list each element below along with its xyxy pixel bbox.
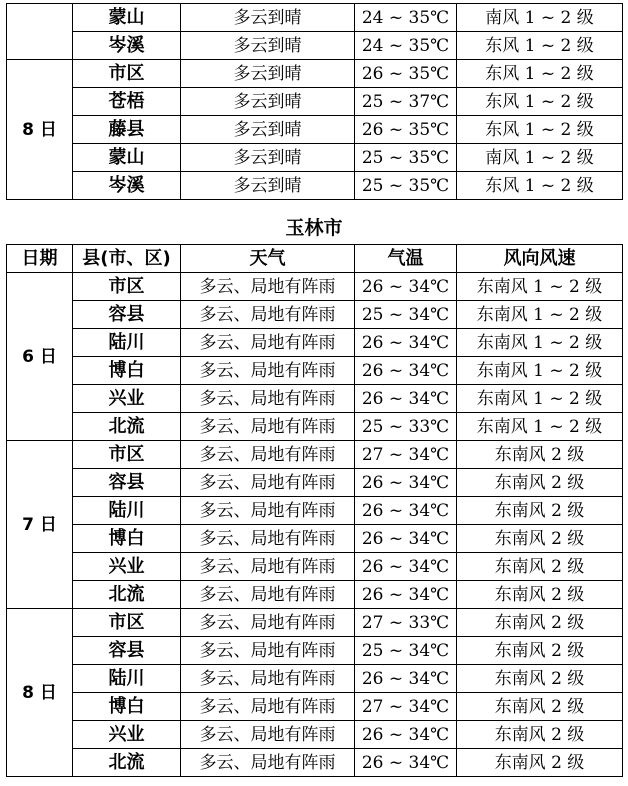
temperature-cell: 26 ~ 34℃ — [355, 553, 457, 581]
table-row — [7, 357, 623, 385]
weather-cell: 多云、局地有阵雨 — [181, 581, 355, 609]
table-row — [7, 581, 623, 609]
temperature-cell: 26 ~ 34℃ — [355, 329, 457, 357]
weather-cell: 多云、局地有阵雨 — [181, 665, 355, 693]
temperature-cell: 27 ~ 33℃ — [355, 609, 457, 637]
county-cell: 陆川 — [73, 665, 181, 693]
temperature-cell: 26 ~ 34℃ — [355, 469, 457, 497]
weather-cell: 多云、局地有阵雨 — [181, 525, 355, 553]
wind-cell: 东南风 2 级 — [457, 525, 623, 553]
temperature-cell: 25 ~ 33℃ — [355, 413, 457, 441]
wind-cell: 东南风 2 级 — [457, 609, 623, 637]
temperature-cell: 26 ~ 34℃ — [355, 357, 457, 385]
table-row — [7, 32, 623, 60]
table-row — [7, 329, 623, 357]
temperature-cell: 26 ~ 34℃ — [355, 273, 457, 301]
header-date: 日期 — [7, 245, 73, 273]
table-row — [7, 60, 623, 88]
wind-cell: 东南风 2 级 — [457, 553, 623, 581]
wind-cell: 东南风 2 级 — [457, 469, 623, 497]
weather-cell: 多云、局地有阵雨 — [181, 693, 355, 721]
weather-cell: 多云、局地有阵雨 — [181, 609, 355, 637]
header-row — [7, 245, 623, 273]
county-cell: 兴业 — [73, 553, 181, 581]
wind-cell: 东南风 1 ~ 2 级 — [457, 357, 623, 385]
weather-cell: 多云、局地有阵雨 — [181, 441, 355, 469]
table-row — [7, 413, 623, 441]
table-row — [7, 441, 623, 469]
weather-cell: 多云、局地有阵雨 — [181, 749, 355, 777]
temperature-cell: 27 ~ 34℃ — [355, 693, 457, 721]
forecast-table-yulin — [6, 244, 623, 777]
temperature-cell: 26 ~ 34℃ — [355, 581, 457, 609]
table-row — [7, 273, 623, 301]
table-row — [7, 637, 623, 665]
temperature-cell: 26 ~ 34℃ — [355, 497, 457, 525]
temperature-cell: 25 ~ 34℃ — [355, 637, 457, 665]
table-row — [7, 693, 623, 721]
date-cell: 6 日 — [7, 273, 73, 441]
county-cell: 兴业 — [73, 385, 181, 413]
temperature-cell: 24 ~ 35℃ — [355, 32, 457, 60]
header-county: 县(市、区) — [73, 245, 181, 273]
weather-cell: 多云到晴 — [181, 144, 355, 172]
county-cell: 北流 — [73, 749, 181, 777]
table-row — [7, 469, 623, 497]
wind-cell: 东南风 1 ~ 2 级 — [457, 301, 623, 329]
date-cell — [7, 4, 73, 60]
temperature-cell: 24 ~ 35℃ — [355, 4, 457, 32]
temperature-cell: 25 ~ 35℃ — [355, 172, 457, 200]
weather-cell: 多云、局地有阵雨 — [181, 553, 355, 581]
county-cell: 博白 — [73, 693, 181, 721]
county-cell: 市区 — [73, 273, 181, 301]
temperature-cell: 26 ~ 34℃ — [355, 665, 457, 693]
county-cell: 北流 — [73, 413, 181, 441]
table-row — [7, 609, 623, 637]
header-temperature: 气温 — [355, 245, 457, 273]
table-row — [7, 721, 623, 749]
county-cell: 北流 — [73, 581, 181, 609]
temperature-cell: 25 ~ 37℃ — [355, 88, 457, 116]
weather-cell: 多云、局地有阵雨 — [181, 721, 355, 749]
table-row — [7, 385, 623, 413]
table-row — [7, 665, 623, 693]
county-cell: 蒙山 — [73, 144, 181, 172]
table-row — [7, 116, 623, 144]
section-title-yulin: 玉林市 — [285, 217, 343, 239]
table-row — [7, 525, 623, 553]
wind-cell: 东南风 2 级 — [457, 693, 623, 721]
weather-cell: 多云到晴 — [181, 88, 355, 116]
table-row — [7, 88, 623, 116]
weather-cell: 多云到晴 — [181, 116, 355, 144]
temperature-cell: 25 ~ 34℃ — [355, 301, 457, 329]
temperature-cell: 25 ~ 35℃ — [355, 144, 457, 172]
temperature-cell: 26 ~ 34℃ — [355, 749, 457, 777]
county-cell: 容县 — [73, 301, 181, 329]
table-row — [7, 553, 623, 581]
wind-cell: 东南风 2 级 — [457, 637, 623, 665]
county-cell: 博白 — [73, 525, 181, 553]
county-cell: 陆川 — [73, 329, 181, 357]
table-row — [7, 749, 623, 777]
wind-cell: 东风 1 ~ 2 级 — [457, 172, 623, 200]
date-cell: 8 日 — [7, 60, 73, 200]
header-wind: 风向风速 — [457, 245, 623, 273]
county-cell: 市区 — [73, 609, 181, 637]
wind-cell: 南风 1 ~ 2 级 — [457, 4, 623, 32]
wind-cell: 东南风 2 级 — [457, 497, 623, 525]
temperature-cell: 26 ~ 35℃ — [355, 116, 457, 144]
wind-cell: 东风 1 ~ 2 级 — [457, 88, 623, 116]
wind-cell: 东南风 2 级 — [457, 581, 623, 609]
weather-cell: 多云、局地有阵雨 — [181, 637, 355, 665]
county-cell: 藤县 — [73, 116, 181, 144]
temperature-cell: 27 ~ 34℃ — [355, 441, 457, 469]
wind-cell: 东南风 1 ~ 2 级 — [457, 329, 623, 357]
temperature-cell: 26 ~ 34℃ — [355, 721, 457, 749]
wind-cell: 东南风 1 ~ 2 级 — [457, 273, 623, 301]
header-weather: 天气 — [181, 245, 355, 273]
temperature-cell: 26 ~ 34℃ — [355, 525, 457, 553]
weather-cell: 多云、局地有阵雨 — [181, 497, 355, 525]
temperature-cell: 26 ~ 34℃ — [355, 385, 457, 413]
weather-cell: 多云、局地有阵雨 — [181, 385, 355, 413]
weather-cell: 多云到晴 — [181, 60, 355, 88]
wind-cell: 东南风 1 ~ 2 级 — [457, 413, 623, 441]
wind-cell: 东风 1 ~ 2 级 — [457, 32, 623, 60]
wind-cell: 东南风 2 级 — [457, 665, 623, 693]
county-cell: 蒙山 — [73, 4, 181, 32]
weather-cell: 多云、局地有阵雨 — [181, 301, 355, 329]
weather-cell: 多云到晴 — [181, 172, 355, 200]
wind-cell: 东南风 2 级 — [457, 441, 623, 469]
wind-cell: 南风 1 ~ 2 级 — [457, 144, 623, 172]
county-cell: 岑溪 — [73, 32, 181, 60]
weather-cell: 多云、局地有阵雨 — [181, 413, 355, 441]
weather-cell: 多云、局地有阵雨 — [181, 273, 355, 301]
county-cell: 市区 — [73, 441, 181, 469]
wind-cell: 东南风 1 ~ 2 级 — [457, 385, 623, 413]
weather-cell: 多云到晴 — [181, 32, 355, 60]
county-cell: 陆川 — [73, 497, 181, 525]
date-cell: 8 日 — [7, 609, 73, 777]
table-row — [7, 144, 623, 172]
table-row — [7, 172, 623, 200]
wind-cell: 东风 1 ~ 2 级 — [457, 116, 623, 144]
county-cell: 苍梧 — [73, 88, 181, 116]
wind-cell: 东风 1 ~ 2 级 — [457, 60, 623, 88]
weather-cell: 多云到晴 — [181, 4, 355, 32]
county-cell: 兴业 — [73, 721, 181, 749]
county-cell: 容县 — [73, 637, 181, 665]
weather-cell: 多云、局地有阵雨 — [181, 357, 355, 385]
county-cell: 市区 — [73, 60, 181, 88]
forecast-table-top-body — [7, 4, 623, 200]
wind-cell: 东南风 2 级 — [457, 749, 623, 777]
weather-cell: 多云、局地有阵雨 — [181, 329, 355, 357]
county-cell: 岑溪 — [73, 172, 181, 200]
forecast-table-top — [6, 3, 623, 200]
table-row — [7, 497, 623, 525]
county-cell: 容县 — [73, 469, 181, 497]
weather-cell: 多云、局地有阵雨 — [181, 469, 355, 497]
table-row — [7, 4, 623, 32]
date-cell: 7 日 — [7, 441, 73, 609]
table-row — [7, 301, 623, 329]
wind-cell: 东南风 2 级 — [457, 721, 623, 749]
forecast-table-yulin-body — [7, 273, 623, 777]
county-cell: 博白 — [73, 357, 181, 385]
temperature-cell: 26 ~ 35℃ — [355, 60, 457, 88]
